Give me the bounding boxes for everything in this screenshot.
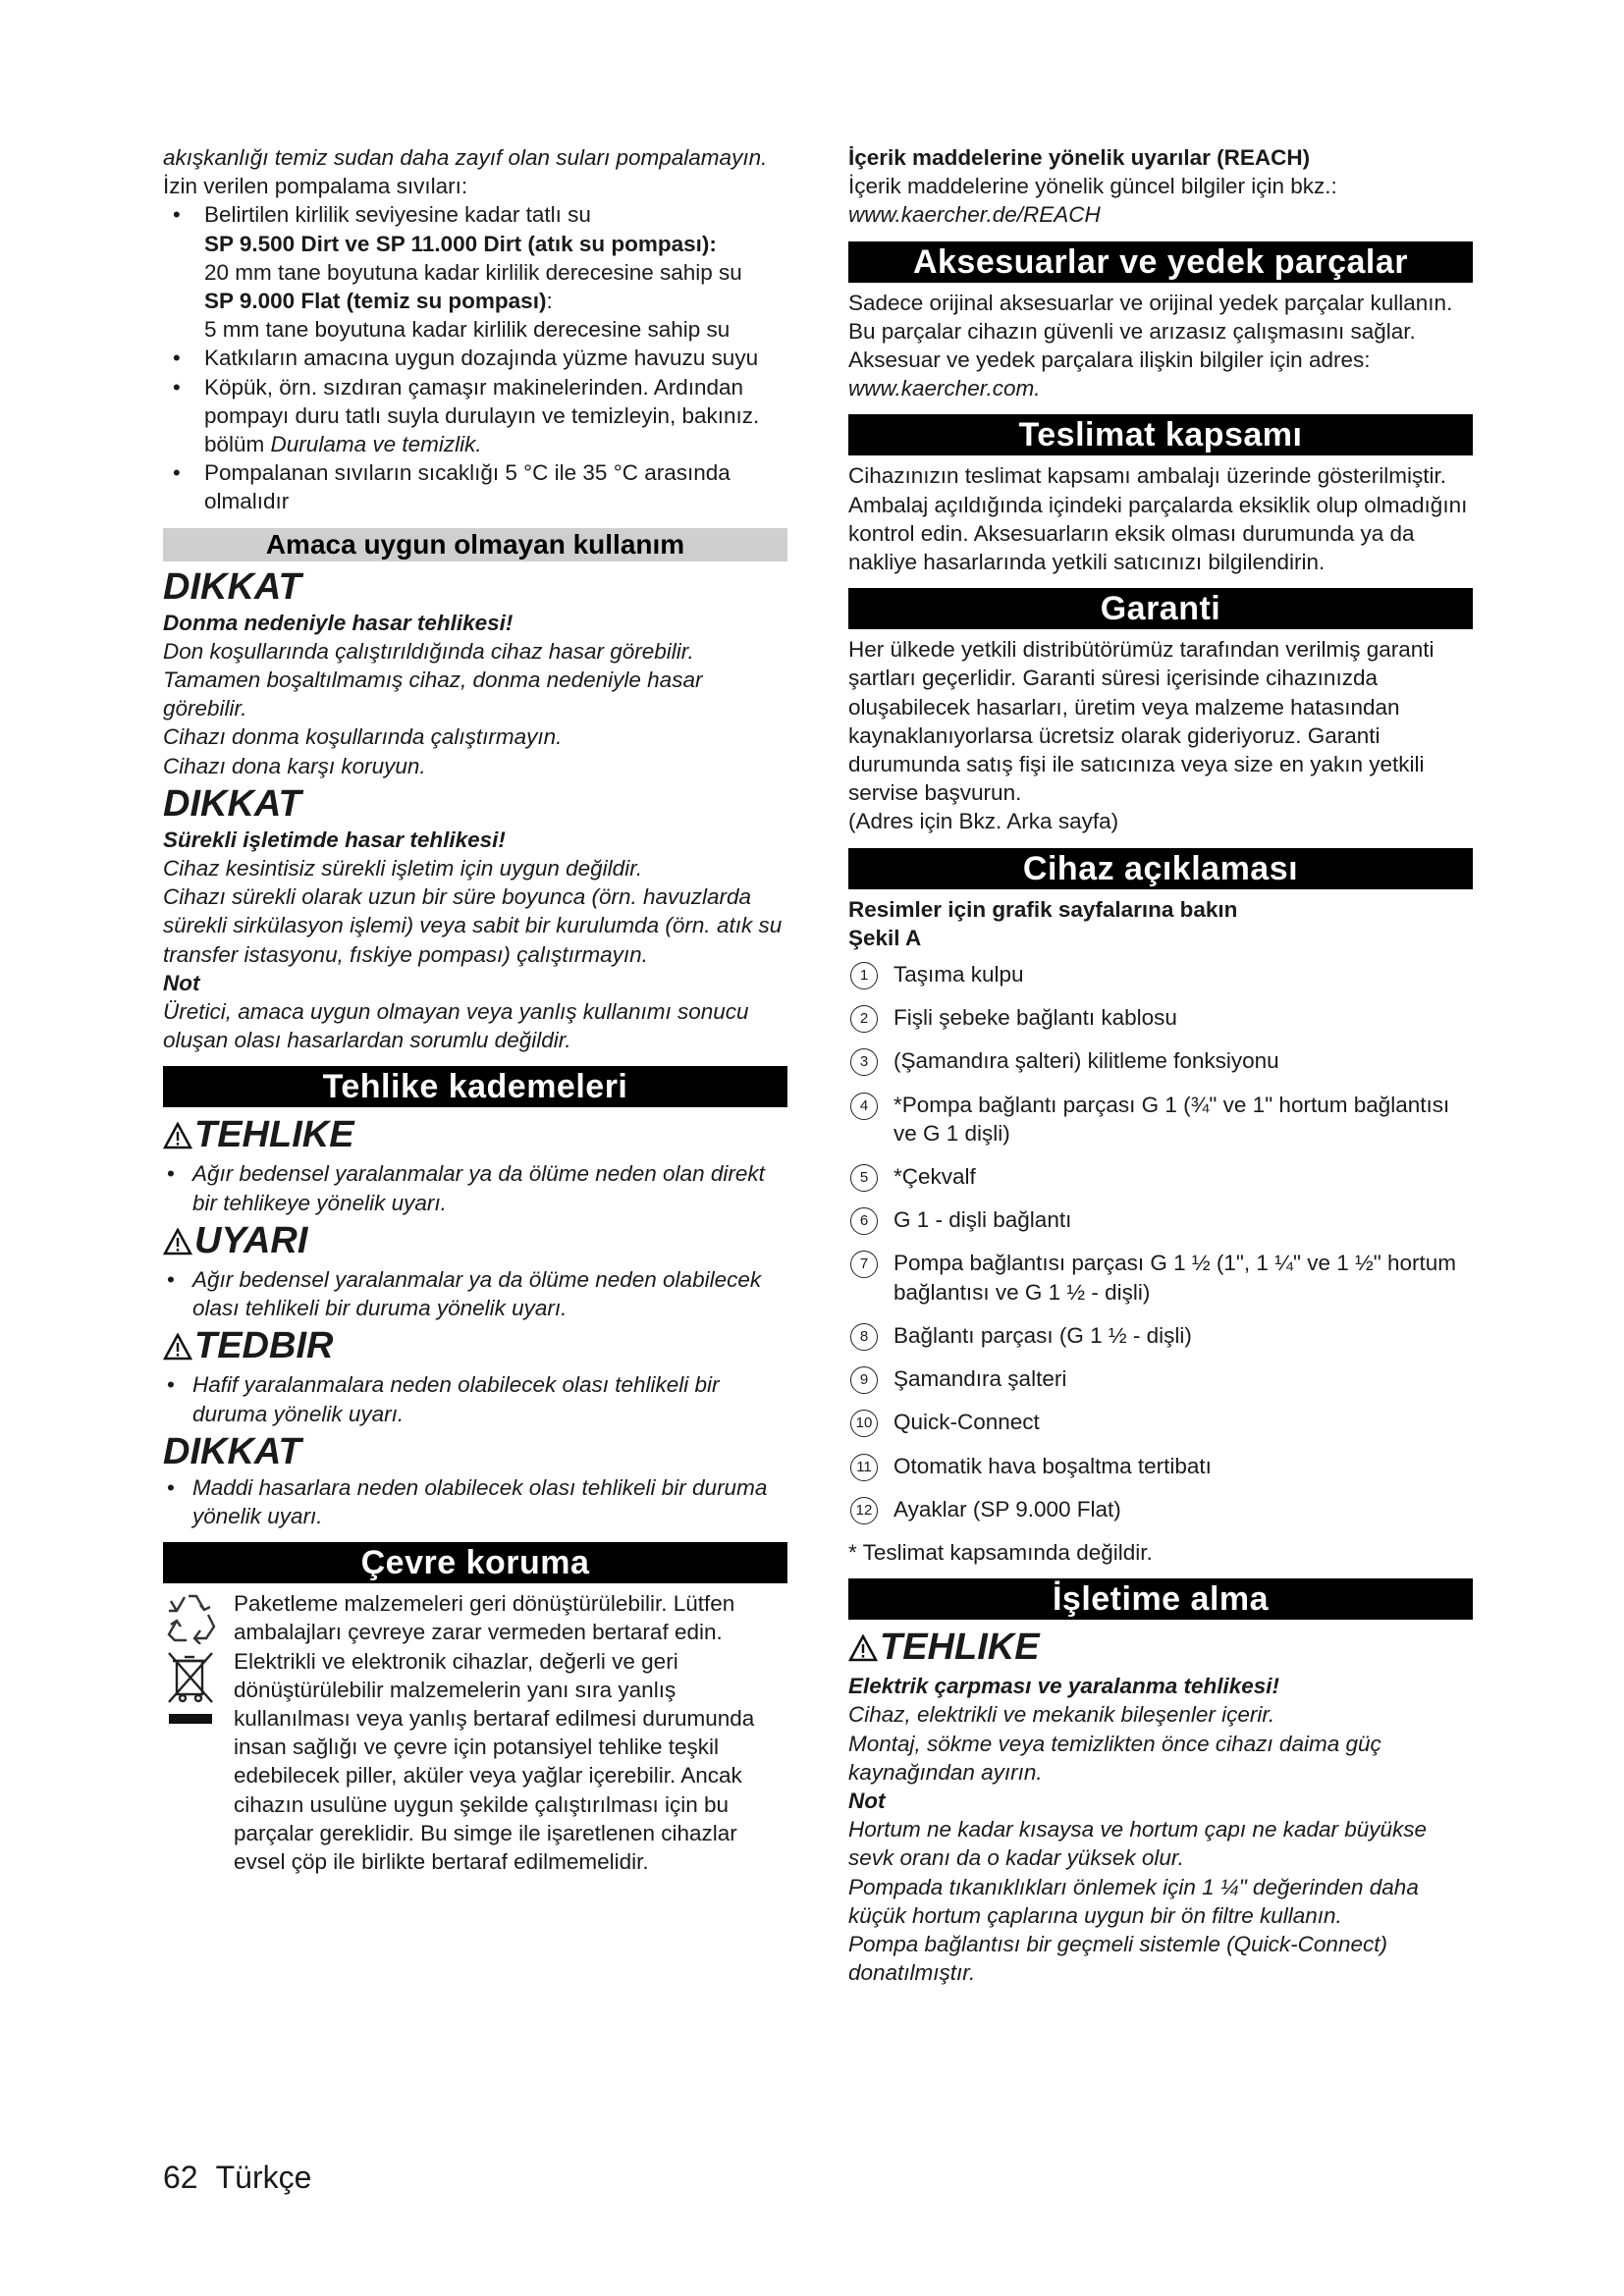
part-item (848, 1091, 1473, 1148)
intro-text: akışkanlığı temiz sudan daha zayıf olan suları pompalamayın. (163, 145, 768, 170)
part-label: Quick-Connect (893, 1410, 1040, 1435)
note-text: Pompa bağlantısı bir geçmeli sistemle (Quick-Connect) donatılmıştır. (848, 1931, 1387, 1986)
part-label: Otomatik hava boşaltma tertibatı (893, 1453, 1212, 1478)
recycle-icon (163, 1591, 220, 1651)
part-number: 2 (850, 1005, 878, 1033)
parts-list (848, 960, 1473, 1523)
page-number: 62 (163, 2160, 198, 2195)
sp-dirt-text: 20 mm tane boyutuna kadar kirlilik derecesine sahip su (204, 259, 742, 285)
tedbir-list (163, 1370, 787, 1427)
note-label: Not (848, 1788, 886, 1813)
part-label: Taşıma kulpu (893, 962, 1024, 988)
warning-triangle-icon (163, 1116, 192, 1159)
accessories-heading: Aksesuarlar ve yedek parçalar (848, 241, 1473, 283)
part-item (848, 1046, 1473, 1075)
part-label: *Pompa bağlantı parçası G 1 (¾" ve 1" hortum bağlantısı ve G 1 dişli) (893, 1092, 1450, 1146)
part-item (848, 1205, 1473, 1234)
part-label: (Şamandıra şalteri) kilitleme fonksiyonu (893, 1048, 1279, 1074)
note-text: Üretici, amaca uygun olmayan veya yanlış kullanımı sonucu oluşan olası hasarlardan sorumlu değildir. (163, 999, 749, 1053)
page-footer (163, 2158, 311, 2197)
accessories-text: Aksesuar ve yedek parçalara ilişkin bilgiler için adres: (848, 347, 1371, 373)
tedbir-heading (163, 1324, 787, 1370)
sp-dirt-heading: SP 9.500 Dirt ve SP 11.000 Dirt (atık su pompası): (204, 231, 717, 256)
warranty-heading: Garanti (848, 588, 1473, 629)
uyari-label: UYARI (194, 1219, 308, 1261)
note-label: Not (163, 970, 200, 995)
warranty-address: (Adres için Bkz. Arka sayfa) (848, 809, 1119, 834)
footnote: * Teslimat kapsamında değildir. (848, 1539, 1153, 1565)
part-number: 11 (850, 1454, 878, 1481)
dikkat-subtitle: Donma nedeniyle hasar tehlikesi! (163, 610, 514, 635)
part-number: 12 (850, 1497, 878, 1524)
scope-text: Cihazınızın teslimat kapsamı ambalajı üzerinde gösterilmiştir. Ambalaj açıldığında içindeki parçalarda eksiklik olup olmadığını kontrol edin. Aksesuarların eksik olması durumunda ya da nakliye hasarlarında yetkili satıcınızı bilgilendirin. (848, 463, 1468, 575)
part-label: Şamandıra şalteri (893, 1366, 1067, 1392)
tehlike-subtitle: Elektrik çarpması ve yaralanma tehlikesi! (848, 1674, 1280, 1699)
part-label: Ayaklar (SP 9.000 Flat) (893, 1496, 1121, 1522)
part-label: Pompa bağlantısı parçası G 1 ½ (1", 1 ¼" ve 1 ½" hortum bağlantısı ve G 1 ½ - dişli) (893, 1251, 1457, 1305)
tehlike-heading (848, 1626, 1473, 1672)
part-item (848, 1162, 1473, 1191)
part-number: 8 (850, 1323, 878, 1351)
warning-triangle-icon (848, 1629, 878, 1672)
part-number: 7 (850, 1251, 878, 1278)
weee-block (163, 1647, 787, 1877)
weee-paragraph: Elektrikli ve elektronik cihazlar, değerli ve geri dönüştürülebilir malzemelerin yanı sıra yanlış kullanılması veya yanlış bertaraf edilmesi durumunda insan sağlığı ve çevre için potansiyel tehlike teşkil edebilecek piller, aküler veya yağlar içerebilir. Ancak cihazın usulüne uygun şekilde çalıştırılması için bu parçalar gereklidir. Bu simge ile işaretlenen cihazlar evsel çöp ile birlikte bertaraf edilmemelidir. (234, 1648, 755, 1874)
part-item (848, 960, 1473, 988)
list-item: • Ağır bedensel yaralanmalar ya da ölüme neden olan direkt bir tehlikeye yönelik uyarı. (163, 1159, 787, 1216)
permitted-list (163, 200, 787, 515)
dikkat-text: Don koşullarında çalıştırıldığında cihaz hasar görebilir. Tamamen boşaltılmamış cihaz, donma nedeniyle hasar görebilir. (163, 638, 703, 721)
part-number: 1 (850, 962, 878, 989)
warning-triangle-icon (163, 1327, 192, 1370)
part-label: Bağlantı parçası (G 1 ½ - dişli) (893, 1322, 1192, 1348)
note-text: Hortum ne kadar kısaysa ve hortum çapı ne kadar büyükse sevk oranı da o kadar yüksek olur. (848, 1817, 1428, 1871)
dikkat-list (163, 1473, 787, 1530)
start-up-heading: İşletime alma (848, 1578, 1473, 1620)
part-number: 9 (850, 1366, 878, 1394)
section-reference: Durulama ve temizlik. (270, 432, 482, 457)
hazard-levels-heading: Tehlike kademeleri (163, 1066, 787, 1107)
dikkat-text: Cihazı sürekli olarak uzun bir süre boyunca (örn. havuzlarda sürekli sirkülasyon işlemi) veya sabit bir kurulumda (örn. atık su transfer istasyonu, fıskiye pompası) çalıştırmayın. (163, 884, 783, 967)
reach-text: İçerik maddelerine yönelik güncel bilgiler için bkz.: (848, 174, 1337, 199)
uyari-heading (163, 1219, 787, 1265)
part-item (848, 1452, 1473, 1480)
scope-of-delivery-heading: Teslimat kapsamı (848, 414, 1473, 455)
part-label: G 1 - dişli bağlantı (893, 1207, 1072, 1233)
recycling-block (163, 1589, 787, 1646)
sp-flat-heading: SP 9.000 Flat (temiz su pompası) (204, 289, 547, 314)
accessories-text: Sadece orijinal aksesuarlar ve orijinal yedek parçalar kullanın. Bu parçalar cihazın güvenli ve arızasız çalışmasını sağlar. (848, 290, 1453, 344)
dikkat-heading: DIKKAT (163, 565, 301, 608)
footer-language: Türkçe (215, 2160, 312, 2195)
bullet-text: Köpük, örn. sızdıran çamaşır makinelerinden. Ardından pompayı duru tatlı suyla durulayın ve temizleyin, bakınız. bölüm (204, 374, 760, 457)
dikkat-subtitle: Sürekli işletimde hasar tehlikesi! (163, 827, 506, 852)
dikkat-heading: DIKKAT (163, 1430, 301, 1472)
weee-text (163, 1647, 787, 1877)
part-item (848, 1321, 1473, 1350)
dikkat-text: Cihazı dona karşı koruyun. (163, 753, 426, 778)
tehlike-heading (163, 1113, 787, 1159)
list-item (163, 200, 787, 344)
part-item (848, 1249, 1473, 1306)
tehlike-text: Cihaz, elektrikli ve mekanik bileşenler içerir. (848, 1702, 1275, 1728)
reach-url[interactable]: www.kaercher.de/REACH (848, 202, 1101, 228)
list-item (163, 344, 787, 372)
list-item: • Ağır bedensel yaralanmalar ya da ölüme neden olabilecek olası tehlikeli bir duruma yönelik uyarı. (163, 1265, 787, 1322)
misuse-heading: Amaca uygun olmayan kullanım (163, 528, 787, 561)
permitted-label: İzin verilen pompalama sıvıları: (163, 174, 468, 199)
part-item (848, 1364, 1473, 1393)
list-item: • Maddi hasarlara neden olabilecek olası tehlikeli bir duruma yönelik uyarı. (163, 1473, 787, 1530)
dikkat-heading: DIKKAT (163, 782, 301, 825)
part-label: *Çekvalf (893, 1164, 976, 1190)
left-column (163, 143, 787, 1876)
part-item (848, 1495, 1473, 1523)
accessories-url[interactable]: www.kaercher.com. (848, 376, 1041, 401)
list-item: • Hafif yaralanmalara neden olabilecek olası tehlikeli bir duruma yönelik uyarı. (163, 1370, 787, 1427)
tehlike-label: TEHLIKE (194, 1114, 354, 1156)
tedbir-label: TEDBIR (194, 1325, 334, 1367)
list-item (163, 458, 787, 515)
right-column (848, 143, 1473, 1987)
note-text: Pompada tıkanıklıkları önlemek için 1 ¼" değerinden daha küçük hortum çaplarına uygun bir ön filtre kullanın. (848, 1874, 1419, 1928)
sp-flat-text: 5 mm tane boyutuna kadar kirlilik derecesine sahip su (204, 317, 731, 343)
uyari-list (163, 1265, 787, 1322)
bullet-text: Katkıların amacına uygun dozajında yüzme havuzu suyu (204, 346, 759, 371)
device-description-heading: Cihaz açıklaması (848, 848, 1473, 889)
colon: : (546, 289, 553, 314)
tehlike-list (163, 1159, 787, 1216)
part-label: Fişli şebeke bağlantı kablosu (893, 1005, 1177, 1031)
part-number: 6 (850, 1207, 878, 1235)
part-number: 5 (850, 1164, 878, 1192)
recycling-text: Paketleme malzemeleri geri dönüştürülebilir. Lütfen ambalajları çevreye zarar vermeden bertaraf edin. (234, 1591, 735, 1645)
warranty-text: Her ülkede yetkili distribütörümüz tarafından verilmiş garanti şartları geçerlidir. Garanti süresi içerisinde cihazınızda oluşabilecek hasarları, üretim veya malzeme hatasından kaynaklanıyorlarsa ücretsiz olarak gideriyoruz. Garanti durumunda satış fişi ile satıcınıza veya size en yakın yetkili servise başvurun. (848, 637, 1435, 806)
dikkat-text: Cihazı donma koşullarında çalıştırmayın. (163, 724, 563, 750)
figure-label: Şekil A (848, 925, 922, 950)
crossed-bin-icon (163, 1647, 218, 1736)
tehlike-text: Montaj, sökme veya temizlikten önce cihazı daima güç kaynağından ayırın. (848, 1731, 1381, 1785)
bullet-text: Pompalanan sıvıların sıcaklığı 5 °C ile 35 °C arasında olmalıdır (204, 460, 731, 514)
tehlike-label: TEHLIKE (880, 1627, 1040, 1669)
environment-heading: Çevre koruma (163, 1542, 787, 1583)
bullet-text: Belirtilen kirlilik seviyesine kadar tatlı su (204, 202, 591, 228)
part-item (848, 1003, 1473, 1032)
part-number: 10 (850, 1410, 878, 1437)
part-number: 4 (850, 1093, 878, 1120)
reach-heading: İçerik maddelerine yönelik uyarılar (REACH) (848, 145, 1311, 170)
part-number: 3 (850, 1048, 878, 1076)
part-item (848, 1408, 1473, 1436)
dikkat-text: Cihaz kesintisiz sürekli işletim için uygun değildir. (163, 856, 643, 881)
list-item (163, 373, 787, 459)
warning-triangle-icon (163, 1222, 192, 1265)
graphic-reference: Resimler için grafik sayfalarına bakın (848, 896, 1238, 922)
